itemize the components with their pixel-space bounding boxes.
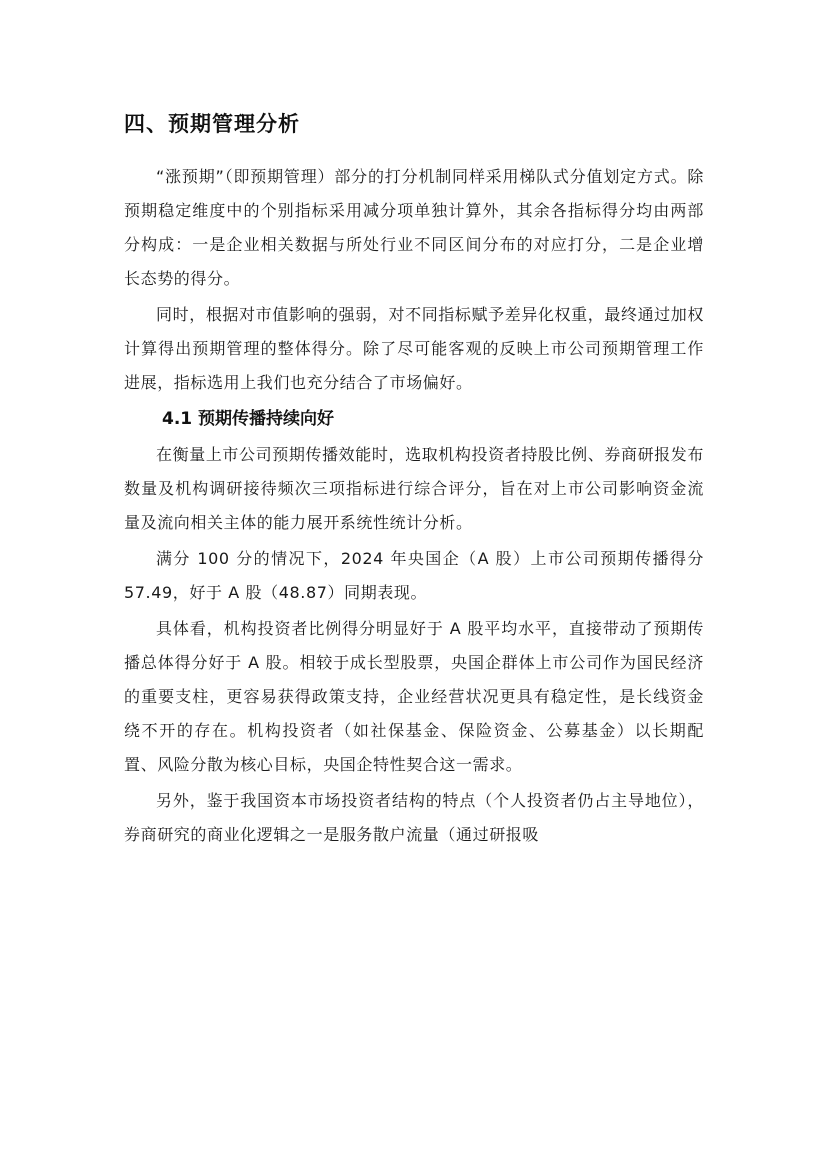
paragraph-metrics: 在衡量上市公司预期传播效能时，选取机构投资者持股比例、券商研报发布数量及机构调研接待频次三项指标进行综合评分，旨在对上市公司影响资金流量及流向相关主体的能力展开系统性统计分析。 bbox=[124, 445, 704, 532]
paragraph-institutional-investors: 具体看，机构投资者比例得分明显好于 A 股平均水平，直接带动了预期传播总体得分好于 A 股。相较于成长型股票，央国企群体上市公司作为国民经济的重要支柱，更容易获得政策支持，企业经营状况更具有稳定性，是长线资金绕不开的存在。机构投资者（如社保基金、保险资金、公募基金）以长期配置、风险分散为核心目标，央国企特性契合这一需求。 bbox=[124, 619, 704, 774]
paragraph-weighting: 同时，根据对市值影响的强弱，对不同指标赋予差异化权重，最终通过加权计算得出预期管理的整体得分。除了尽可能客观的反映上市公司预期管理工作进展，指标选用上我们也充分结合了市场偏好。 bbox=[124, 305, 704, 392]
subsection-title: 4.1 预期传播持续向好 bbox=[162, 409, 335, 429]
paragraph-scoring-mechanism: “涨预期”（即预期管理）部分的打分机制同样采用梯队式分值划定方式。除预期稳定维度中的个别指标采用减分项单独计算外，其余各指标得分均由两部分构成：一是企业相关数据与所处行业不同区间分布的对应打分，二是企业增长态势的得分。 bbox=[124, 167, 704, 288]
paragraph-investor-structure: 另外，鉴于我国资本市场投资者结构的特点（个人投资者仍占主导地位），券商研究的商业化逻辑之一是服务散户流量（通过研报吸 bbox=[124, 791, 704, 844]
section-title: 四、预期管理分析 bbox=[124, 112, 300, 136]
paragraph-score-comparison: 满分 100 分的情况下，2024 年央国企（A 股）上市公司预期传播得分 57.49，好于 A 股（48.87）同期表现。 bbox=[124, 549, 704, 602]
document-body bbox=[124, 160, 704, 852]
